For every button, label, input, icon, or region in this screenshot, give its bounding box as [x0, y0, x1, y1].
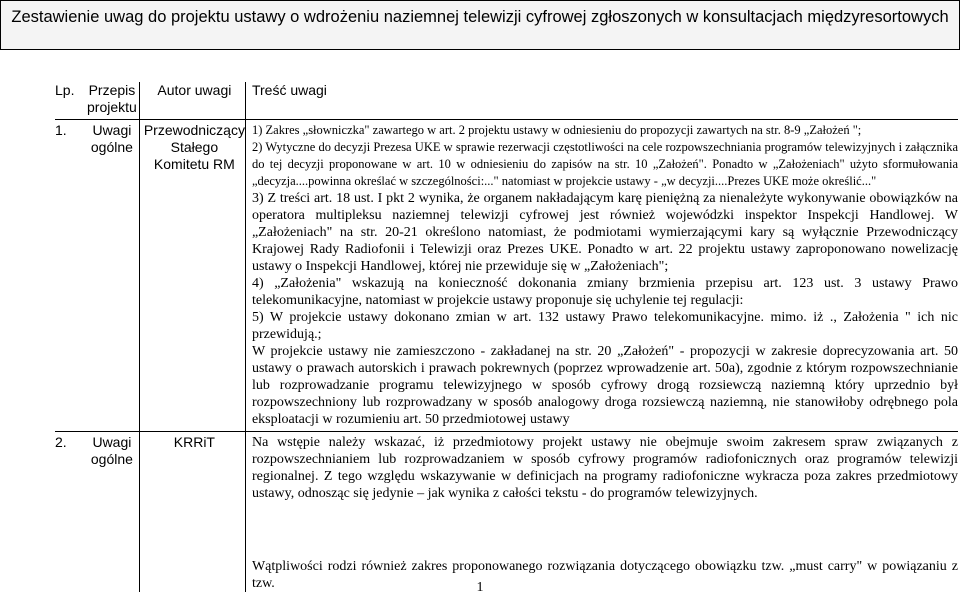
remark-paragraph: Na wstępie należy wskazać, iż przedmiotowy projekt ustawy nie obejmuje swoim zakresem spraw związanych z rozpowszechnianiem lub rozprowadzaniem w sposób cyfrowy programów radiofonicznych oraz programów telewizji regionalnej. Z tego względu wskazywanie w definicjach na programy radiofoniczne wykracza poza zakres przedmiotowy ustawy, odnosząc się jedynie – jak wynika z całości tekstu - do programów telewizyjnych.	[251, 435, 958, 501]
row-author: Przewodniczący Stałego Komitetu RM	[139, 120, 245, 432]
row-part: Uwagi ogólne	[87, 432, 139, 593]
header-text: Treść uwagi	[245, 82, 958, 120]
header-part: Przepis projektu	[87, 82, 139, 120]
remark-paragraph: W projekcie ustawy nie zamieszczono - zakładanej na str. 20 „Założeń" - propozycji w zakresie doprecyzowania art. 50 ustawy o prawach autorskich i prawach pokrewnych (poprzez wprowadzenie art. 50a), zgodnie z którym rozpowszechnianie lub rozprowadzanie programu telewizyjnego w sposób cyfrowy drogą rozsiewczą naziemną który uprzednio był rozpowszechniony lub rozprowadzany w sposób analogowy droga rozsiewczą naziemną, nie stanowiłoby odrębnego pola eksploatacji w rozumieniu art. 50 przedmiotowej ustawy	[251, 344, 958, 427]
remark-paragraph: 5) W projekcie ustawy dokonano zmian w art. 132 ustawy Prawo telekomunikacyjne. mimo. iż ., Założenia " ich nic przewidują.;	[251, 310, 958, 342]
page-title: Zestawienie uwag do projektu ustawy o wdrożeniu naziemnej telewizji cyfrowej zgłoszonych w konsultacjach międzyresortowych	[11, 8, 949, 26]
remark-paragraph: Wątpliwości rodzi również zakres proponowanego rozwiązania dotyczącego obowiązku tzw. „must carry" w powiązaniu z tzw.	[251, 559, 958, 591]
title-banner	[0, 0, 960, 49]
paragraph-gap	[252, 502, 958, 558]
page-number: 1	[476, 580, 484, 595]
table-header-row	[55, 82, 958, 120]
title-divider	[0, 49, 960, 50]
remark-paragraph: 4) „Założenia" wskazują na konieczność dokonania zmiany brzmienia przepisu art. 123 ust. 3 ustawy Prawo telekomunikacyjne, natomiast w projekcie ustawy proponuje się uchylenie tej regulacji:	[251, 276, 958, 308]
row-remark-text	[245, 432, 958, 593]
header-author: Autor uwagi	[139, 82, 245, 120]
row-part: Uwagi ogólne	[87, 120, 139, 432]
remark-paragraph: 1) Zakres „słowniczka" zawartego w art. 2 projektu ustawy w odniesieniu do propozycji zawartych na str. 8-9 „Założeń ";	[251, 123, 862, 137]
table-row	[55, 432, 958, 593]
remarks-table	[55, 82, 958, 592]
row-remark-text	[245, 120, 958, 432]
table-row	[55, 120, 958, 432]
header-lp: Lp.	[55, 82, 87, 120]
remark-paragraph: 2) Wytyczne do decyzji Prezesa UKE w sprawie rezerwacji częstotliwości na cele rozpowszechniania programów telewizyjnych i załącznika do tej decyzji proponowane w art. 10 w odniesieniu do zapisów na str. 10 „Założeń". Ponadto w „Założeniach" użyto sformułowania „decyzja....powinna określać w szczególności:..." natomiast w projekcie ustawy - „w decyzji....Prezes UKE może określić..."	[251, 140, 958, 188]
row-lp: 1.	[55, 120, 87, 432]
remark-paragraph: 3) Z treści art. 18 ust. I pkt 2 wynika, że organem nakładającym karę pieniężną za nienależyte wykonywanie obowiązków na operatora multipleksu naziemnej telewizji cyfrowej jest również wojewódzki inspektor Inspekcji Handlowej. W „Założeniach" na str. 20-21 określono natomiast, że podmiotami wymierzającymi kary są wyłącznie Przewodniczący Krajowej Rady Radiofonii i Telewizji oraz Prezes UKE. Ponadto w art. 22 projektu ustawy zaproponowano nowelizację ustawy o Inspekcji Handlowej, której nie przewiduje się w „Założeniach";	[251, 191, 958, 274]
row-author: KRRiT	[173, 434, 215, 450]
row-lp: 2.	[55, 434, 67, 450]
